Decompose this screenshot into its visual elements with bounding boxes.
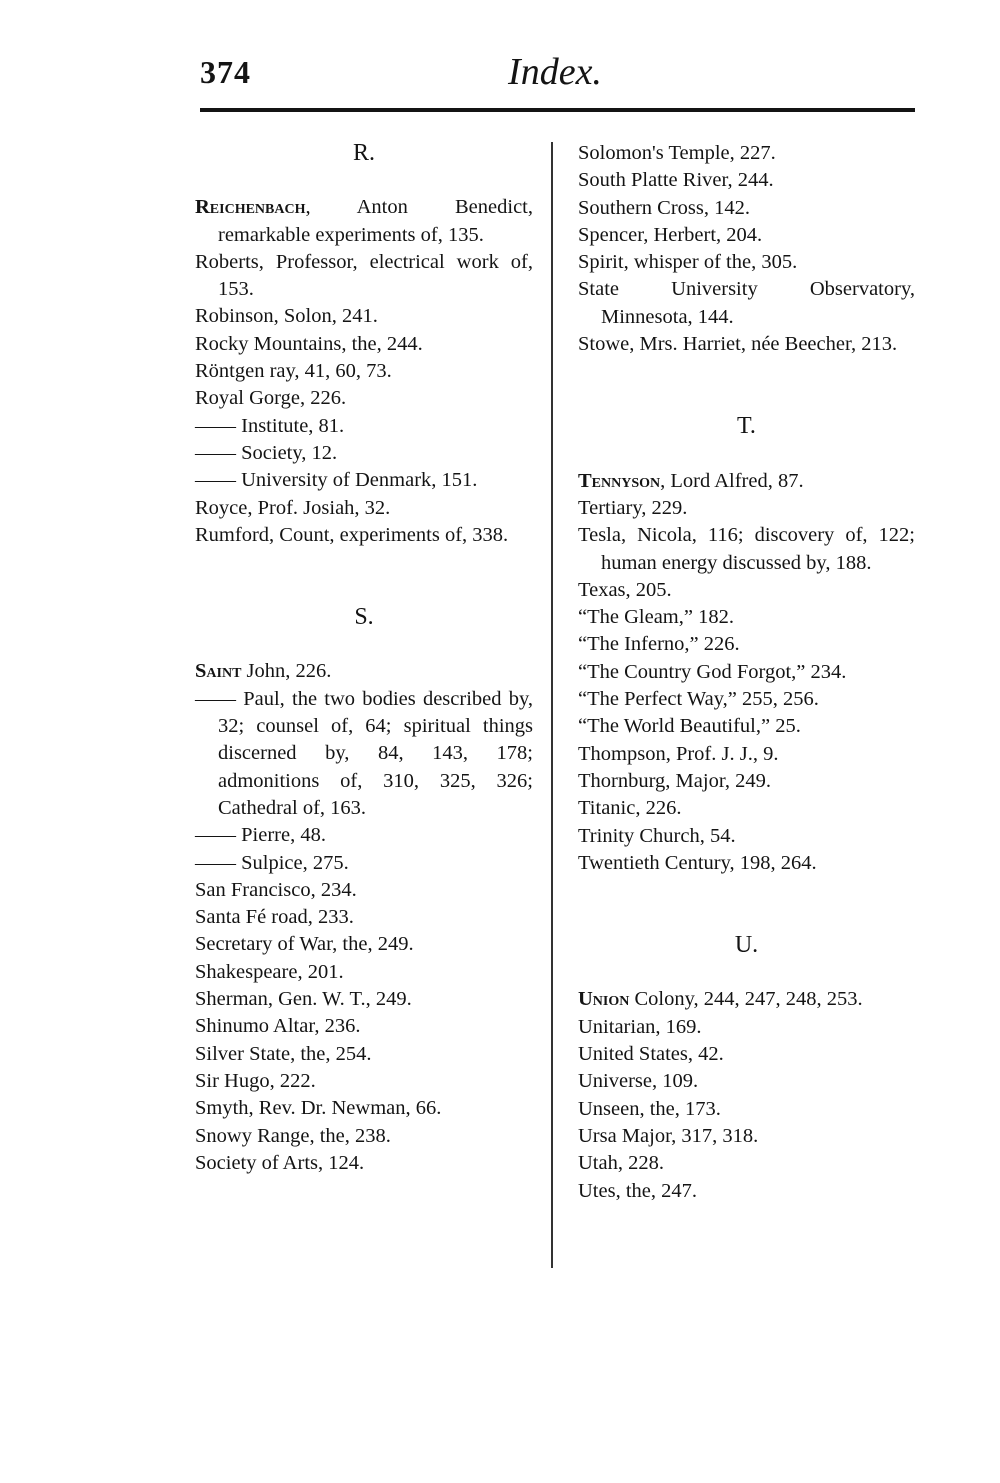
index-entry (195, 1095, 533, 1122)
section-letter-heading: T. (737, 413, 756, 440)
index-entry (195, 249, 533, 304)
index-entry (578, 1150, 915, 1177)
index-entry (578, 1041, 915, 1068)
index-entry (195, 904, 533, 931)
entry-text: Smyth, Rev. Dr. Newman, 66. (195, 1097, 442, 1120)
column-divider (551, 142, 553, 1268)
entry-text: —— Society, 12. (195, 441, 338, 464)
index-entry (195, 986, 533, 1013)
entry-text: —— Sulpice, 275. (195, 851, 349, 874)
entry-text: Robinson, Solon, 241. (195, 305, 378, 328)
entry-text: Roberts, Professor, electrical work of, 153. (195, 250, 533, 301)
entry-text: Twentieth Century, 198, 264. (578, 851, 817, 874)
entry-lead-word: Saint (195, 660, 242, 683)
entry-text: John, 226. (241, 660, 332, 683)
entry-text: Solomon's Temple, 227. (578, 142, 776, 164)
index-entry (578, 713, 915, 740)
entry-text: Thompson, Prof. J. J., 9. (578, 742, 779, 765)
index-entry (195, 1013, 533, 1040)
index-entry (195, 686, 533, 822)
entry-text: Unseen, the, 173. (578, 1097, 721, 1120)
entry-text: Colony, 244, 247, 248, 253. (629, 988, 863, 1011)
entry-text: Spencer, Herbert, 204. (578, 223, 763, 246)
index-entry (578, 249, 915, 276)
entry-text: Rocky Mountains, the, 244. (195, 332, 423, 355)
index-entry (578, 495, 915, 522)
index-column-right (578, 140, 915, 1205)
entry-text: Universe, 109. (578, 1070, 699, 1093)
index-entry (195, 1150, 533, 1177)
index-entry (578, 741, 915, 768)
entry-text: Snowy Range, the, 238. (195, 1124, 391, 1147)
index-entry (195, 822, 533, 849)
entry-text: Silver State, the, 254. (195, 1042, 372, 1065)
entry-text: Society of Arts, 124. (195, 1151, 365, 1174)
entry-text: Röntgen ray, 41, 60, 73. (195, 360, 392, 383)
entry-text: Tertiary, 229. (578, 496, 688, 519)
entry-text: Utah, 228. (578, 1152, 664, 1175)
entry-text: South Platte River, 244. (578, 169, 774, 192)
entry-text: Sir Hugo, 222. (195, 1069, 316, 1092)
index-entry (578, 276, 915, 331)
entry-text: Spirit, whisper of the, 305. (578, 251, 798, 274)
index-entry (578, 195, 915, 222)
index-entry (578, 1123, 915, 1150)
entry-text: Trinity Church, 54. (578, 824, 736, 847)
index-entry (195, 522, 533, 549)
index-entry (195, 1068, 533, 1095)
index-entry (195, 358, 533, 385)
entry-text: Shinumo Altar, 236. (195, 1015, 361, 1038)
entry-text: Stowe, Mrs. Harriet, née Beecher, 213. (578, 333, 898, 356)
index-entry (195, 495, 533, 522)
entry-text: Utes, the, 247. (578, 1179, 697, 1202)
index-entry (195, 931, 533, 958)
entry-text: “The Country God Forgot,” 234. (578, 660, 847, 683)
entry-text: Tesla, Nicola, 116; discovery of, 122; human energy discussed by, 188. (578, 524, 915, 574)
index-entry (578, 768, 915, 795)
index-entry (578, 686, 915, 713)
index-entry (578, 522, 915, 577)
entry-text: Royal Gorge, 226. (195, 387, 347, 410)
entry-text: United States, 42. (578, 1043, 724, 1066)
entry-text: , Anton Benedict, remarkable experiments of, 135. (218, 196, 533, 246)
entry-text: Sherman, Gen. W. T., 249. (195, 988, 412, 1011)
entry-text: Ursa Major, 317, 318. (578, 1124, 759, 1147)
entry-text: Texas, 205. (578, 578, 672, 601)
index-entry (195, 413, 533, 440)
page-number: 374 (200, 54, 251, 90)
index-entry (578, 1096, 915, 1123)
entry-text: , Lord Alfred, 87. (660, 469, 804, 492)
entry-text: Royce, Prof. Josiah, 32. (195, 496, 391, 519)
index-entry (578, 577, 915, 604)
index-column-left (195, 140, 533, 1177)
index-entry (578, 795, 915, 822)
entry-text: Rumford, Count, experiments of, 338. (195, 523, 509, 546)
entry-lead-word: Union (578, 988, 630, 1011)
index-entry (578, 140, 915, 167)
entry-text: Southern Cross, 142. (578, 196, 750, 219)
entry-text: —— Paul, the two bodies described by, 32; counsel of, 64; spiritual things discerned by, 84, 143, 178; admonitions of, 310, 325, 326; Cathedral of, 163. (195, 687, 533, 819)
entry-text: Unitarian, 169. (578, 1015, 702, 1038)
running-title: Index. (508, 51, 602, 93)
index-entry (195, 467, 533, 494)
header-rule (200, 108, 915, 112)
entry-text: —— University of Denmark, 151. (195, 469, 478, 492)
index-entry (578, 1014, 915, 1041)
index-entry (578, 1068, 915, 1095)
index-entry (578, 1178, 915, 1205)
index-entry (578, 604, 915, 631)
section-letter-heading: S. (354, 604, 374, 631)
index-entry (195, 194, 533, 249)
entry-text: “The World Beautiful,” 25. (578, 715, 801, 738)
index-entry (578, 659, 915, 686)
index-entry (578, 468, 915, 495)
entry-text: “The Perfect Way,” 255, 256. (578, 688, 819, 711)
index-entry (195, 1123, 533, 1150)
index-entry (195, 877, 533, 904)
index-entry (578, 850, 915, 877)
index-entry (578, 823, 915, 850)
index-entry (195, 658, 533, 685)
index-entry (195, 1041, 533, 1068)
entry-text: —— Pierre, 48. (195, 824, 326, 847)
entry-text: Shakespeare, 201. (195, 960, 344, 983)
entry-text: Santa Fé road, 233. (195, 906, 354, 929)
entry-text: “The Gleam,” 182. (578, 606, 734, 629)
entry-text: —— Institute, 81. (195, 414, 345, 437)
index-entry (195, 850, 533, 877)
entry-text: San Francisco, 234. (195, 878, 357, 901)
entry-lead-word: Reichenbach (195, 196, 306, 219)
index-entry (578, 631, 915, 658)
entry-text: State University Observatory, Minnesota, 144. (578, 278, 915, 328)
index-entry (195, 303, 533, 330)
index-entry (195, 959, 533, 986)
index-entry (578, 222, 915, 249)
index-entry (578, 167, 915, 194)
index-entry (195, 331, 533, 358)
entry-text: Thornburg, Major, 249. (578, 769, 771, 792)
index-entry (195, 440, 533, 467)
section-letter-heading: R. (352, 140, 375, 166)
entry-text: Titanic, 226. (578, 797, 682, 820)
index-entry (578, 986, 915, 1013)
entry-text: “The Inferno,” 226. (578, 633, 740, 656)
entry-lead-word: Tennyson (578, 469, 661, 492)
index-entry (195, 385, 533, 412)
index-entry (578, 331, 915, 358)
section-letter-heading: U. (734, 932, 759, 959)
entry-text: Secretary of War, the, 249. (195, 933, 414, 956)
